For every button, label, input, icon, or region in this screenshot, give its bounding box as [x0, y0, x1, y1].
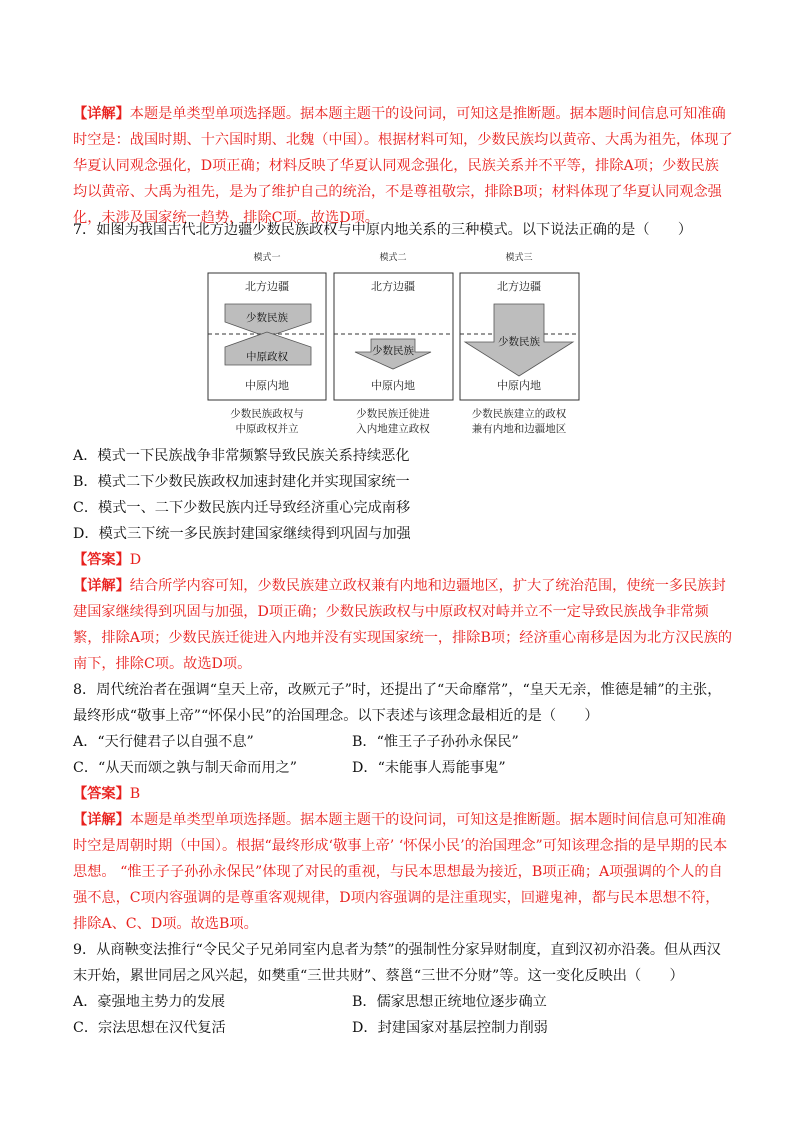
relationship-diagram — [205, 248, 585, 440]
mode-three-caption-1: 少数民族建立的政权 — [471, 408, 567, 420]
mode-one-box2-label: 中原政权 — [246, 351, 288, 363]
q7-option-d: D．模式三下统一多民族封建国家继续得到巩固与加强 — [73, 526, 411, 542]
q9-stem: 9．从商鞅变法推行“令民父子兄弟同室内息者为禁”的强制性分家异财制度，直到汉初亦沿袭。但从西汉末开始，累世同居之风兴起，如樊重“三世共财”、蔡邕“三世不分财”等。这一变化反映出（ ） — [73, 942, 721, 984]
q8-option-a: A．“天行健君子以自强不息” — [73, 734, 254, 750]
detail-text: 本题是单类型单项选择题。据本题主题干的设问词，可知这是推断题。据本题时间信息可知准确时空是：战国时期、十六国时期、北魏（中国）。根据材料可知，少数民族均以黄帝、大禹为祖先，体现了华夏认同观念强化，D项正确；材料反映了华夏认同观念强化，民族关系并不平等，排除A项；少数民族均以黄帝、大禹为祖先，是为了维护自己的统治，不是尊祖敬宗，排除B项；材料体现了华夏认同观念强化，未涉及国家统一趋势，排除C项。故选D项。 — [73, 106, 733, 226]
mode-one-panel — [208, 251, 326, 435]
answer-value: B — [129, 786, 141, 802]
q7-option-b: B．模式二下少数民族政权加速封建化并实现国家统一 — [73, 474, 410, 490]
mode-two-title: 模式二 — [379, 253, 407, 263]
mode-two-panel — [334, 251, 453, 435]
mode-two-caption-1: 少数民族迁徙进 — [356, 408, 430, 420]
answer-value: D — [129, 552, 142, 568]
q8-answer — [73, 781, 733, 807]
q7-option-a: A．模式一下民族战争非常频繁导致民族关系持续恶化 — [73, 448, 410, 464]
detail-text: 本题是单类型单项选择题。据本题主题干的设问词，可知这是推断题。据本题时间信息可知准确时空是周朝时期（中国）。根据“最终形成‘敬事上帝’ ‘怀保小民’的治国理念”可知该理念指的是早期的民本思想。 “惟王子子孙孙永保民”体现了对民的重视，与民本思想最为接近，B项正确；A项强调的个人的自强不息，C项内容强调的是尊重客观规律，D项内容强调的是注重现实，回避鬼神，都与民本思想不符，排除A、C、D项。故选B项。 — [73, 812, 728, 932]
mode-three-panel — [460, 251, 579, 435]
mode-three-caption-2: 兼有内地和边疆地区 — [471, 423, 567, 435]
answer-tag: 【答案】 — [73, 786, 130, 802]
mode-one-caption-2: 中原政权并立 — [235, 423, 299, 435]
detail-text: 结合所学内容可知，少数民族建立政权兼有内地和边疆地区，扩大了统治范围，使统一多民族封建国家继续得到巩固与加强，D项正确；少数民族政权与中原政权对峙并立不一定导致民族战争非常频繁，排除A项；少数民族迁徙进入内地并没有实现国家统一，排除B项；经济重心南移是因为北方汉民族的南下，排除C项。故选D项。 — [73, 578, 733, 672]
q8-option-b: B．“惟王子子孙孙永保民” — [352, 734, 519, 750]
q8-detail — [73, 807, 733, 937]
detail-tag: 【详解】 — [73, 106, 130, 122]
q9-option-b: B．儒家思想正统地位逐步确立 — [352, 994, 547, 1010]
q7-figure — [205, 248, 585, 440]
q8-option-d: D．“未能事人焉能事鬼” — [352, 760, 506, 776]
q7-stem: 7．如图为我国古代北方边疆少数民族政权与中原内地关系的三种模式。以下说法正确的是（ ） — [73, 222, 693, 238]
q7-option-c: C．模式一、二下少数民族内迁导致经济重心完成南移 — [73, 500, 411, 516]
q8-option-c: C．“从天而颂之孰与制天命而用之” — [73, 760, 297, 776]
mode-two-caption-2: 入内地建立政权 — [356, 423, 430, 435]
q9-option-c: C．宗法思想在汉代复活 — [73, 1020, 226, 1036]
mode-one-bottom-label: 中原内地 — [245, 379, 289, 392]
q9-option-d: D．封建国家对基层控制力削弱 — [352, 1020, 548, 1036]
mode-two-box1-label: 少数民族 — [372, 345, 414, 357]
q7-detail — [73, 573, 733, 677]
mode-three-box1-label: 少数民族 — [498, 336, 540, 348]
q9-option-a: A．豪强地主势力的发展 — [73, 994, 226, 1010]
mode-one-box1-label: 少数民族 — [246, 312, 288, 324]
q7-answer — [73, 547, 733, 573]
q8-stem: 8．周代统治者在强调“皇天上帝，改厥元子”时，还提出了“天命靡常”，“皇天无亲，惟德是辅”的主张，最终形成“敬事上帝”“怀保小民”的治国理念。以下表述与该理念最相近的是（ ） — [73, 682, 722, 724]
detail-tag: 【详解】 — [73, 812, 130, 828]
q6-detail — [73, 101, 733, 231]
mode-two-bottom-label: 中原内地 — [371, 379, 415, 392]
mode-two-top-label: 北方边疆 — [371, 280, 415, 293]
answer-tag: 【答案】 — [73, 552, 130, 568]
mode-three-title: 模式三 — [505, 253, 533, 263]
mode-one-top-label: 北方边疆 — [245, 280, 289, 293]
mode-three-top-label: 北方边疆 — [497, 280, 541, 293]
detail-tag: 【详解】 — [73, 578, 130, 594]
mode-one-caption-1: 少数民族政权与 — [230, 408, 304, 420]
mode-three-bottom-label: 中原内地 — [497, 379, 541, 392]
mode-one-title: 模式一 — [253, 253, 281, 263]
